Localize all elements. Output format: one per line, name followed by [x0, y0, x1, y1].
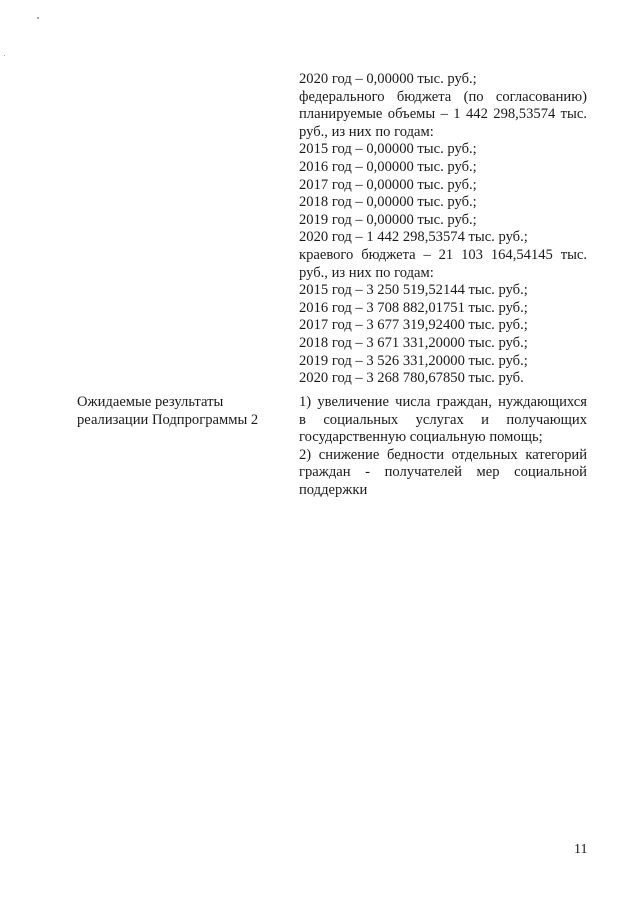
results-label-line: реализации Подпрограммы 2	[77, 411, 259, 428]
federal-year-line: 2017 год – 0,00000 тыс. руб.;	[299, 176, 477, 193]
result-item: 1) увеличение числа граждан, нуждающихся в социальных услугах и получающих государственную социальную помощь;	[299, 394, 587, 446]
scan-speck	[37, 17, 39, 19]
regional-year-line: 2019 год – 3 526 331,20000 тыс. руб.;	[299, 352, 528, 369]
page-number: 11	[574, 842, 588, 857]
regional-year-line: 2020 год – 3 268 780,67850 тыс. руб.	[299, 370, 524, 387]
regional-budget-text: краевого бюджета – 21 103 164,54145 тыс. руб., из них по годам:	[299, 246, 587, 281]
regional-year-line: 2015 год – 3 250 519,52144 тыс. руб.;	[299, 282, 528, 299]
regional-year-line: 2016 год – 3 708 882,01751 тыс. руб.;	[299, 299, 528, 316]
regional-year-line: 2017 год – 3 677 319,92400 тыс. руб.;	[299, 317, 528, 334]
federal-year-line: 2019 год – 0,00000 тыс. руб.;	[299, 211, 477, 228]
federal-year-line: 2016 год – 0,00000 тыс. руб.;	[299, 158, 477, 175]
results-text	[299, 394, 587, 500]
federal-year-line: 2015 год – 0,00000 тыс. руб.;	[299, 141, 477, 158]
federal-year-line: 2018 год – 0,00000 тыс. руб.;	[299, 194, 477, 211]
regional-year-line: 2018 год – 3 671 331,20000 тыс. руб.;	[299, 334, 528, 351]
scan-speck	[4, 55, 5, 56]
result-item: 2) снижение бедности отдельных категорий граждан - получателей мер социальной поддержки	[299, 446, 587, 498]
results-label-line: Ожидаемые результаты	[77, 394, 224, 410]
federal-budget-text: федерального бюджета (по согласованию) планируемые объемы – 1 442 298,53574 тыс. руб., из них по годам:	[299, 88, 587, 140]
funding-block	[299, 71, 587, 388]
results-label	[77, 394, 287, 429]
federal-year-line: 2020 год – 1 442 298,53574 тыс. руб.;	[299, 229, 528, 246]
funding-line: 2020 год – 0,00000 тыс. руб.;	[299, 71, 477, 87]
